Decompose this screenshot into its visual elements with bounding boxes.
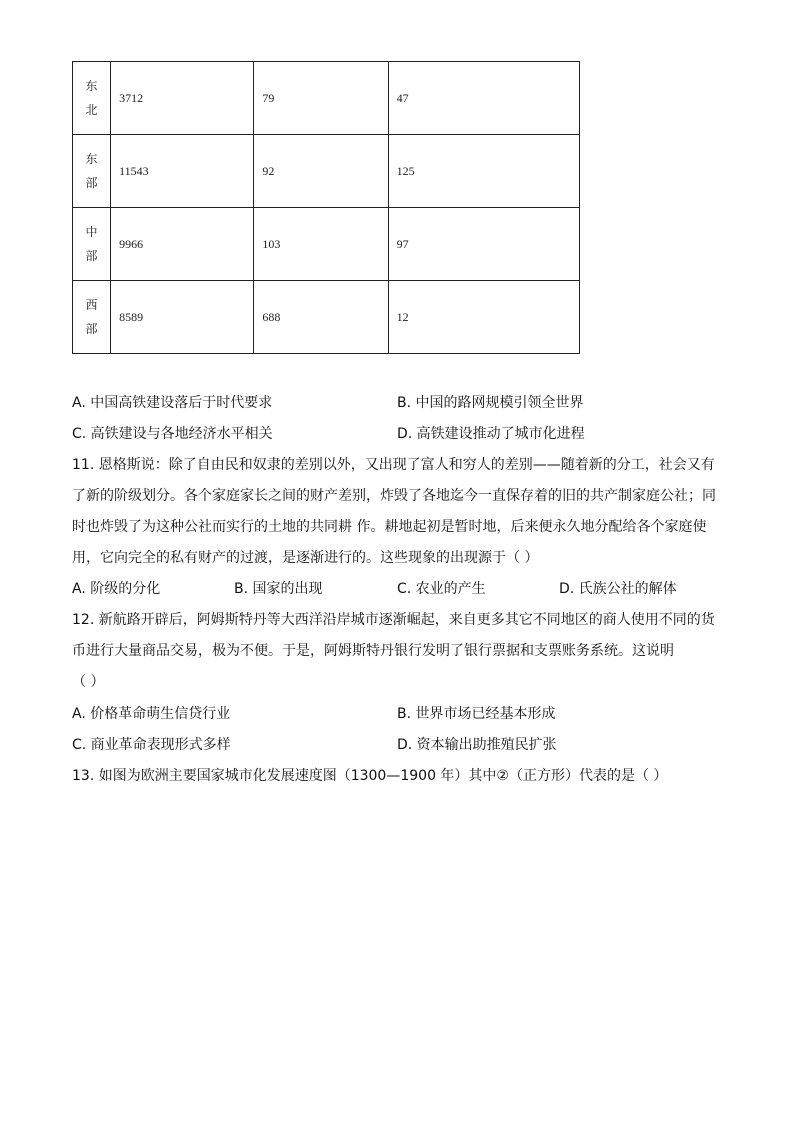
q10-option-b: B. 中国的路网规模引领全世界 xyxy=(397,395,584,411)
q11-option-b: B. 国家的出现 xyxy=(234,581,323,597)
table-row xyxy=(73,281,580,354)
value-cell: 125 xyxy=(388,135,579,208)
q12-option-a: A. 价格革命萌生信贷行业 xyxy=(72,706,231,722)
q12-option-c: C. 商业革命表现形式多样 xyxy=(72,737,231,753)
q10-option-c: C. 高铁建设与各地经济水平相关 xyxy=(72,426,273,442)
value-cell: 97 xyxy=(388,208,579,281)
region-cell: 东 部 xyxy=(73,135,111,208)
q12-option-d: D. 资本输出助推殖民扩张 xyxy=(397,737,557,753)
value-cell: 11543 xyxy=(111,135,254,208)
q12-option-b: B. 世界市场已经基本形成 xyxy=(397,706,556,722)
q12-text-line: 12. 新航路开辟后，阿姆斯特丹等大西洋沿岸城市逐渐崛起，来自更多其它不同地区的商人使用不同的货 xyxy=(72,612,715,628)
value-cell: 12 xyxy=(388,281,579,354)
value-cell: 103 xyxy=(254,208,388,281)
q11-text-line: 了新的阶级划分。各个家庭家长之间的财产差别，炸毁了各地迄今一直保存着的旧的共产制家庭公社；同 xyxy=(72,488,716,504)
q11-option-d: D. 氏族公社的解体 xyxy=(559,581,677,597)
value-cell: 9966 xyxy=(111,208,254,281)
region-cell: 中 部 xyxy=(73,208,111,281)
q10-option-a: A. 中国高铁建设落后于时代要求 xyxy=(72,395,273,411)
q11-text-line: 时也炸毁了为这种公社而实行的土地的共同耕 作。耕地起初是暂时地，后来便永久地分配给各个家庭使 xyxy=(72,519,707,535)
q11-text-line: 用，它向完全的私有财产的过渡，是逐渐进行的。这些现象的出现源于（ ） xyxy=(72,550,539,566)
q12-text-line: （ ） xyxy=(72,674,105,690)
q13-text-line: 13. 如图为欧洲主要国家城市化发展速度图（1300—1900 年）其中②（正方形）代表的是（ ） xyxy=(72,768,668,784)
q11-option-a: A. 阶级的分化 xyxy=(72,581,161,597)
value-cell: 3712 xyxy=(111,62,254,135)
value-cell: 8589 xyxy=(111,281,254,354)
value-cell: 79 xyxy=(254,62,388,135)
region-cell: 东 北 xyxy=(73,62,111,135)
table-row xyxy=(73,62,580,135)
q12-text-line: 币进行大量商品交易，极为不便。于是，阿姆斯特丹银行发明了银行票据和支票账务系统。这说明 xyxy=(72,643,674,659)
region-cell: 西 部 xyxy=(73,281,111,354)
railway-data-table xyxy=(72,61,580,354)
table-row xyxy=(73,135,580,208)
q11-text-line: 11. 恩格斯说：除了自由民和奴隶的差别以外，又出现了富人和穷人的差别——随着新的分工，社会又有 xyxy=(72,457,715,473)
value-cell: 47 xyxy=(388,62,579,135)
table-row xyxy=(73,208,580,281)
value-cell: 688 xyxy=(254,281,388,354)
q11-option-c: C. 农业的产生 xyxy=(397,581,486,597)
q10-option-d: D. 高铁建设推动了城市化进程 xyxy=(397,426,585,442)
value-cell: 92 xyxy=(254,135,388,208)
